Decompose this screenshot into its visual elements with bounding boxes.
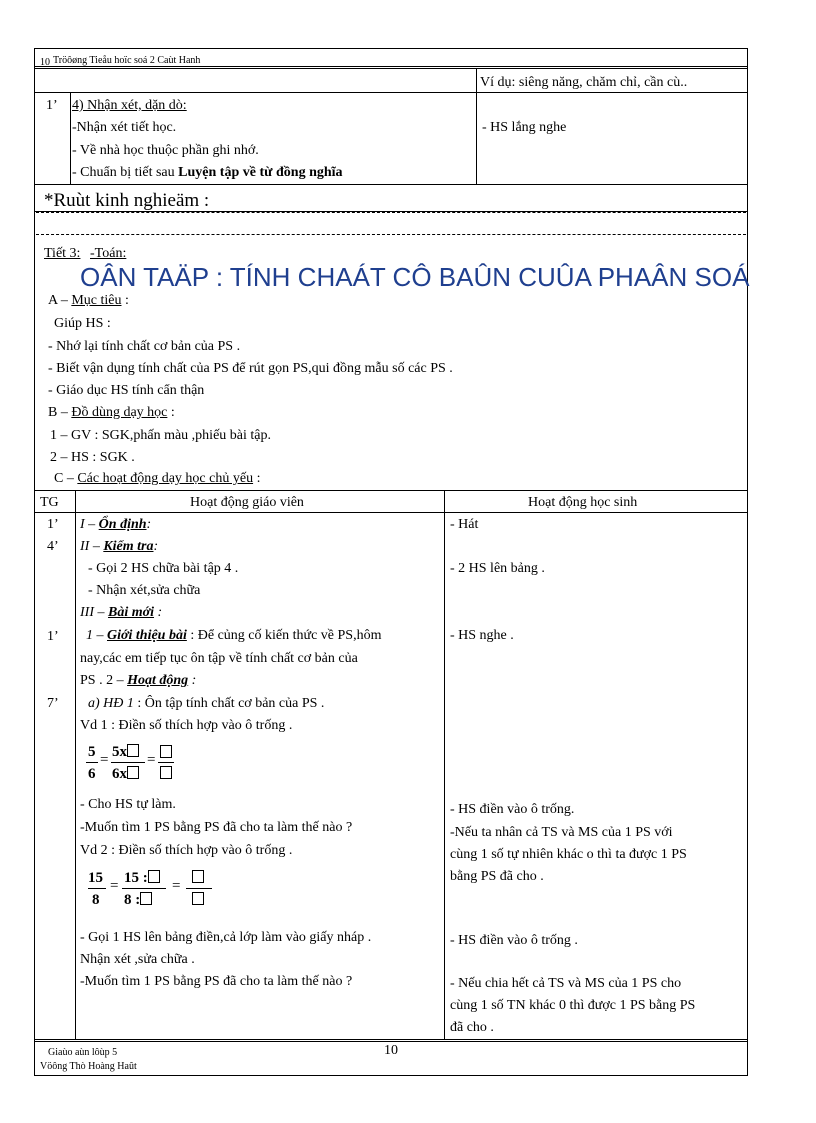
frac1-d2 xyxy=(112,766,139,783)
footer-rule xyxy=(34,1041,748,1042)
teacher-nhanxet: Nhận xét ,sửa chữa . xyxy=(80,952,195,967)
teacher-cho-hs: - Cho HS tự làm. xyxy=(80,797,176,812)
s3-pre: III – xyxy=(80,605,108,620)
s3-suf: : xyxy=(154,605,163,620)
frac2-eq2: = xyxy=(172,878,181,894)
objective-1: - Nhớ lại tính chất cơ bản của PS . xyxy=(48,339,241,354)
s3-label: Bài mới xyxy=(108,605,155,620)
top-heading: 4) Nhận xét, dặn dò: xyxy=(72,98,187,113)
student-dien2: - HS điền vào ô trống . xyxy=(450,933,578,948)
frac1-n2-text: 5x xyxy=(112,744,127,760)
intro3-pre: PS . 2 – xyxy=(80,673,128,688)
top-time: 1’ xyxy=(46,98,58,113)
time-2: 4’ xyxy=(47,539,59,554)
intro-line3 xyxy=(80,673,196,689)
intro3-suf: : xyxy=(188,673,197,688)
vd2-line: Vd 2 : Điền số thích hợp vào ô trống . xyxy=(80,843,293,858)
hd1-rest: : Ôn tập tính chất cơ bản của PS . xyxy=(133,696,325,711)
frac1-bar1 xyxy=(86,762,98,763)
header-rule-2 xyxy=(34,68,748,69)
time-4: 7’ xyxy=(47,696,59,711)
section-kiem-tra xyxy=(80,539,158,555)
fraction-example-1 xyxy=(86,744,176,786)
activities-prefix: C – xyxy=(54,471,78,486)
student-2hs: - 2 HS lên bảng . xyxy=(450,561,545,576)
frac1-n2-box xyxy=(127,744,139,757)
frac1-d1: 6 xyxy=(88,766,96,782)
top-table-row-line xyxy=(34,92,748,93)
frac2-n2 xyxy=(124,870,160,887)
activities-heading xyxy=(54,471,260,487)
student-nghe: - HS nghe . xyxy=(450,628,514,643)
frac2-bar2 xyxy=(122,888,166,889)
frame-left xyxy=(34,48,35,1076)
frac2-d2-box xyxy=(140,892,152,905)
frac2-d2-text: 8 : xyxy=(124,892,141,908)
frac2-d1: 8 xyxy=(92,892,100,908)
footer-author: Vöông Thò Hoàng Haût xyxy=(40,1061,137,1072)
header-rule xyxy=(34,66,748,67)
frac1-bar2 xyxy=(111,762,145,763)
objectives-suffix: : xyxy=(121,293,129,308)
table-col-split xyxy=(444,490,445,1040)
objective-2: - Biết vận dụng tính chất của PS để rút gọn PS,qui đồng mẫu số các PS . xyxy=(48,361,453,376)
frac2-d2 xyxy=(124,892,152,909)
table-col-tg xyxy=(75,490,76,1040)
top-right: - HS lắng nghe xyxy=(482,120,567,135)
frac1-n1: 5 xyxy=(88,744,96,760)
header-page-num: 10 xyxy=(40,57,50,68)
intro3-label: Hoạt động xyxy=(127,673,189,688)
student-hat: - Hát xyxy=(450,517,479,532)
frac2-n3 xyxy=(192,870,204,887)
frac1-eq2: = xyxy=(147,752,156,768)
fraction-example-2 xyxy=(88,868,228,912)
lesson-subject: -Toán: xyxy=(90,246,127,261)
materials-gv: 1 – GV : SGK,phấn màu ,phiếu bài tập. xyxy=(50,428,271,443)
frac1-eq1: = xyxy=(100,752,109,768)
experience-heading: *Ruùt kinh nghieäm : xyxy=(44,190,210,211)
frac2-n2-text: 15 : xyxy=(124,870,148,886)
s1-pre: I – xyxy=(80,517,99,532)
time-1: 1’ xyxy=(47,517,59,532)
footer-page: 10 xyxy=(384,1043,398,1058)
frac1-n2 xyxy=(112,744,139,761)
student-neu2b: cùng 1 số TN khác 0 thì được 1 PS bằng PS xyxy=(450,998,696,1013)
top-table-split xyxy=(476,68,477,184)
top-table-time-split xyxy=(70,92,71,184)
teacher-muon1: -Muốn tìm 1 PS bằng PS đã cho ta làm thế nào ? xyxy=(80,820,353,835)
hd1-label: a) HĐ 1 xyxy=(88,696,134,711)
student-neu1a: -Nếu ta nhân cả TS và MS của 1 PS với xyxy=(450,825,673,840)
intro-label: Giới thiệu bài xyxy=(107,628,187,643)
intro-line2: nay,các em tiếp tục ôn tập về tính chất cơ bản của xyxy=(80,651,358,666)
s1-suf: : xyxy=(146,517,152,532)
frac1-bar3 xyxy=(158,762,174,763)
activities-suffix: : xyxy=(253,471,261,486)
frac2-bar3 xyxy=(186,888,212,889)
materials-hs: 2 – HS : SGK . xyxy=(50,450,135,465)
experience-dash-2 xyxy=(36,234,746,235)
frame-right xyxy=(747,48,748,1076)
s2-pre: II – xyxy=(80,539,104,554)
section-bai-moi xyxy=(80,605,162,621)
vd1-line: Vd 1 : Điền số thích hợp vào ô trống . xyxy=(80,718,293,733)
activities-label: Các hoạt động dạy học chủ yếu xyxy=(77,471,254,486)
top-line2: - Về nhà học thuộc phần ghi nhớ. xyxy=(72,143,259,158)
frac1-n3-box xyxy=(160,745,172,758)
top-line3-pre: - Chuẩn bị tiết sau xyxy=(72,165,179,180)
student-neu1b: cùng 1 số tự nhiên khác o thì ta được 1 PS xyxy=(450,847,687,862)
lesson-tiet: Tiết 3: xyxy=(44,246,81,261)
header-school: Tröôøng Tieåu hoïc soá 2 Caùt Hanh xyxy=(53,55,201,66)
table-top xyxy=(34,490,748,491)
footer-class: Giaùo aùn lôùp 5 xyxy=(48,1047,118,1058)
table-header-bottom xyxy=(34,512,748,513)
objectives-prefix: A – xyxy=(48,293,72,308)
frac2-eq1: = xyxy=(110,878,119,894)
hd1-line xyxy=(88,696,324,712)
objectives-heading xyxy=(48,293,129,309)
s2-suf: : xyxy=(153,539,159,554)
objectives-label: Mục tiêu xyxy=(71,293,122,308)
col-header-tg: TG xyxy=(40,495,59,510)
col-header-student: Hoạt động học sinh xyxy=(528,495,638,510)
top-table-bottom xyxy=(34,184,748,185)
student-neu2c: đã cho . xyxy=(450,1020,494,1035)
time-3: 1’ xyxy=(47,629,59,644)
student-neu2a: - Nếu chia hết cả TS và MS của 1 PS cho xyxy=(450,976,682,991)
top-line1: -Nhận xét tiết học. xyxy=(72,120,177,135)
s1-label: Ổn định xyxy=(98,517,147,532)
materials-prefix: B – xyxy=(48,405,72,420)
section-on-dinh xyxy=(80,517,151,533)
frac1-d2-box xyxy=(127,766,139,779)
col-header-teacher: Hoạt động giáo viên xyxy=(190,495,304,510)
frac2-n2-box xyxy=(148,870,160,883)
student-neu1c: bằng PS đã cho . xyxy=(450,869,544,884)
experience-dash-1 xyxy=(36,212,746,213)
frac2-d3-box xyxy=(192,892,204,905)
top-line3-bold: Luyện tập về từ đồng nghĩa xyxy=(178,165,343,180)
frac1-n3 xyxy=(160,745,172,762)
intro-pre: 1 – xyxy=(86,628,107,643)
frame-bottom xyxy=(34,1075,748,1076)
student-dien1: - HS điền vào ô trống. xyxy=(450,802,575,817)
s2-label: Kiểm tra xyxy=(103,539,154,554)
teacher-g2: - Nhận xét,sửa chữa xyxy=(88,583,201,598)
frac2-bar1 xyxy=(88,888,106,889)
frac1-d3 xyxy=(160,766,172,783)
lesson-title: OÂN TAÄP : TÍNH CHAÁT CÔ BAÛN CUÛA PHAÂN SOÁ xyxy=(80,262,750,292)
help-line: Giúp HS : xyxy=(54,316,111,331)
top-example-right: Ví dụ: siêng năng, chăm chỉ, cần cù.. xyxy=(480,75,688,90)
frame-top xyxy=(34,48,748,49)
frac2-d3 xyxy=(192,892,204,909)
frac1-d2-text: 6x xyxy=(112,766,127,782)
top-line3 xyxy=(72,165,343,181)
intro-line1 xyxy=(86,628,381,644)
teacher-goi1: - Gọi 1 HS lên bảng điền,cả lớp làm vào giấy nháp . xyxy=(80,930,372,945)
objective-3: - Giáo dục HS tính cẩn thận xyxy=(48,383,205,398)
materials-suffix: : xyxy=(167,405,175,420)
intro-rest: : Để củng cố kiến thức về PS,hôm xyxy=(186,628,382,643)
table-bottom xyxy=(34,1039,748,1040)
teacher-g1: - Gọi 2 HS chữa bài tập 4 . xyxy=(88,561,239,576)
frac1-d3-box xyxy=(160,766,172,779)
materials-label: Đồ dùng dạy học xyxy=(71,405,168,420)
frac2-n1: 15 xyxy=(88,870,103,886)
teacher-muon2: -Muốn tìm 1 PS bằng PS đã cho ta làm thế nào ? xyxy=(80,974,353,989)
frac2-n3-box xyxy=(192,870,204,883)
materials-heading xyxy=(48,405,175,421)
